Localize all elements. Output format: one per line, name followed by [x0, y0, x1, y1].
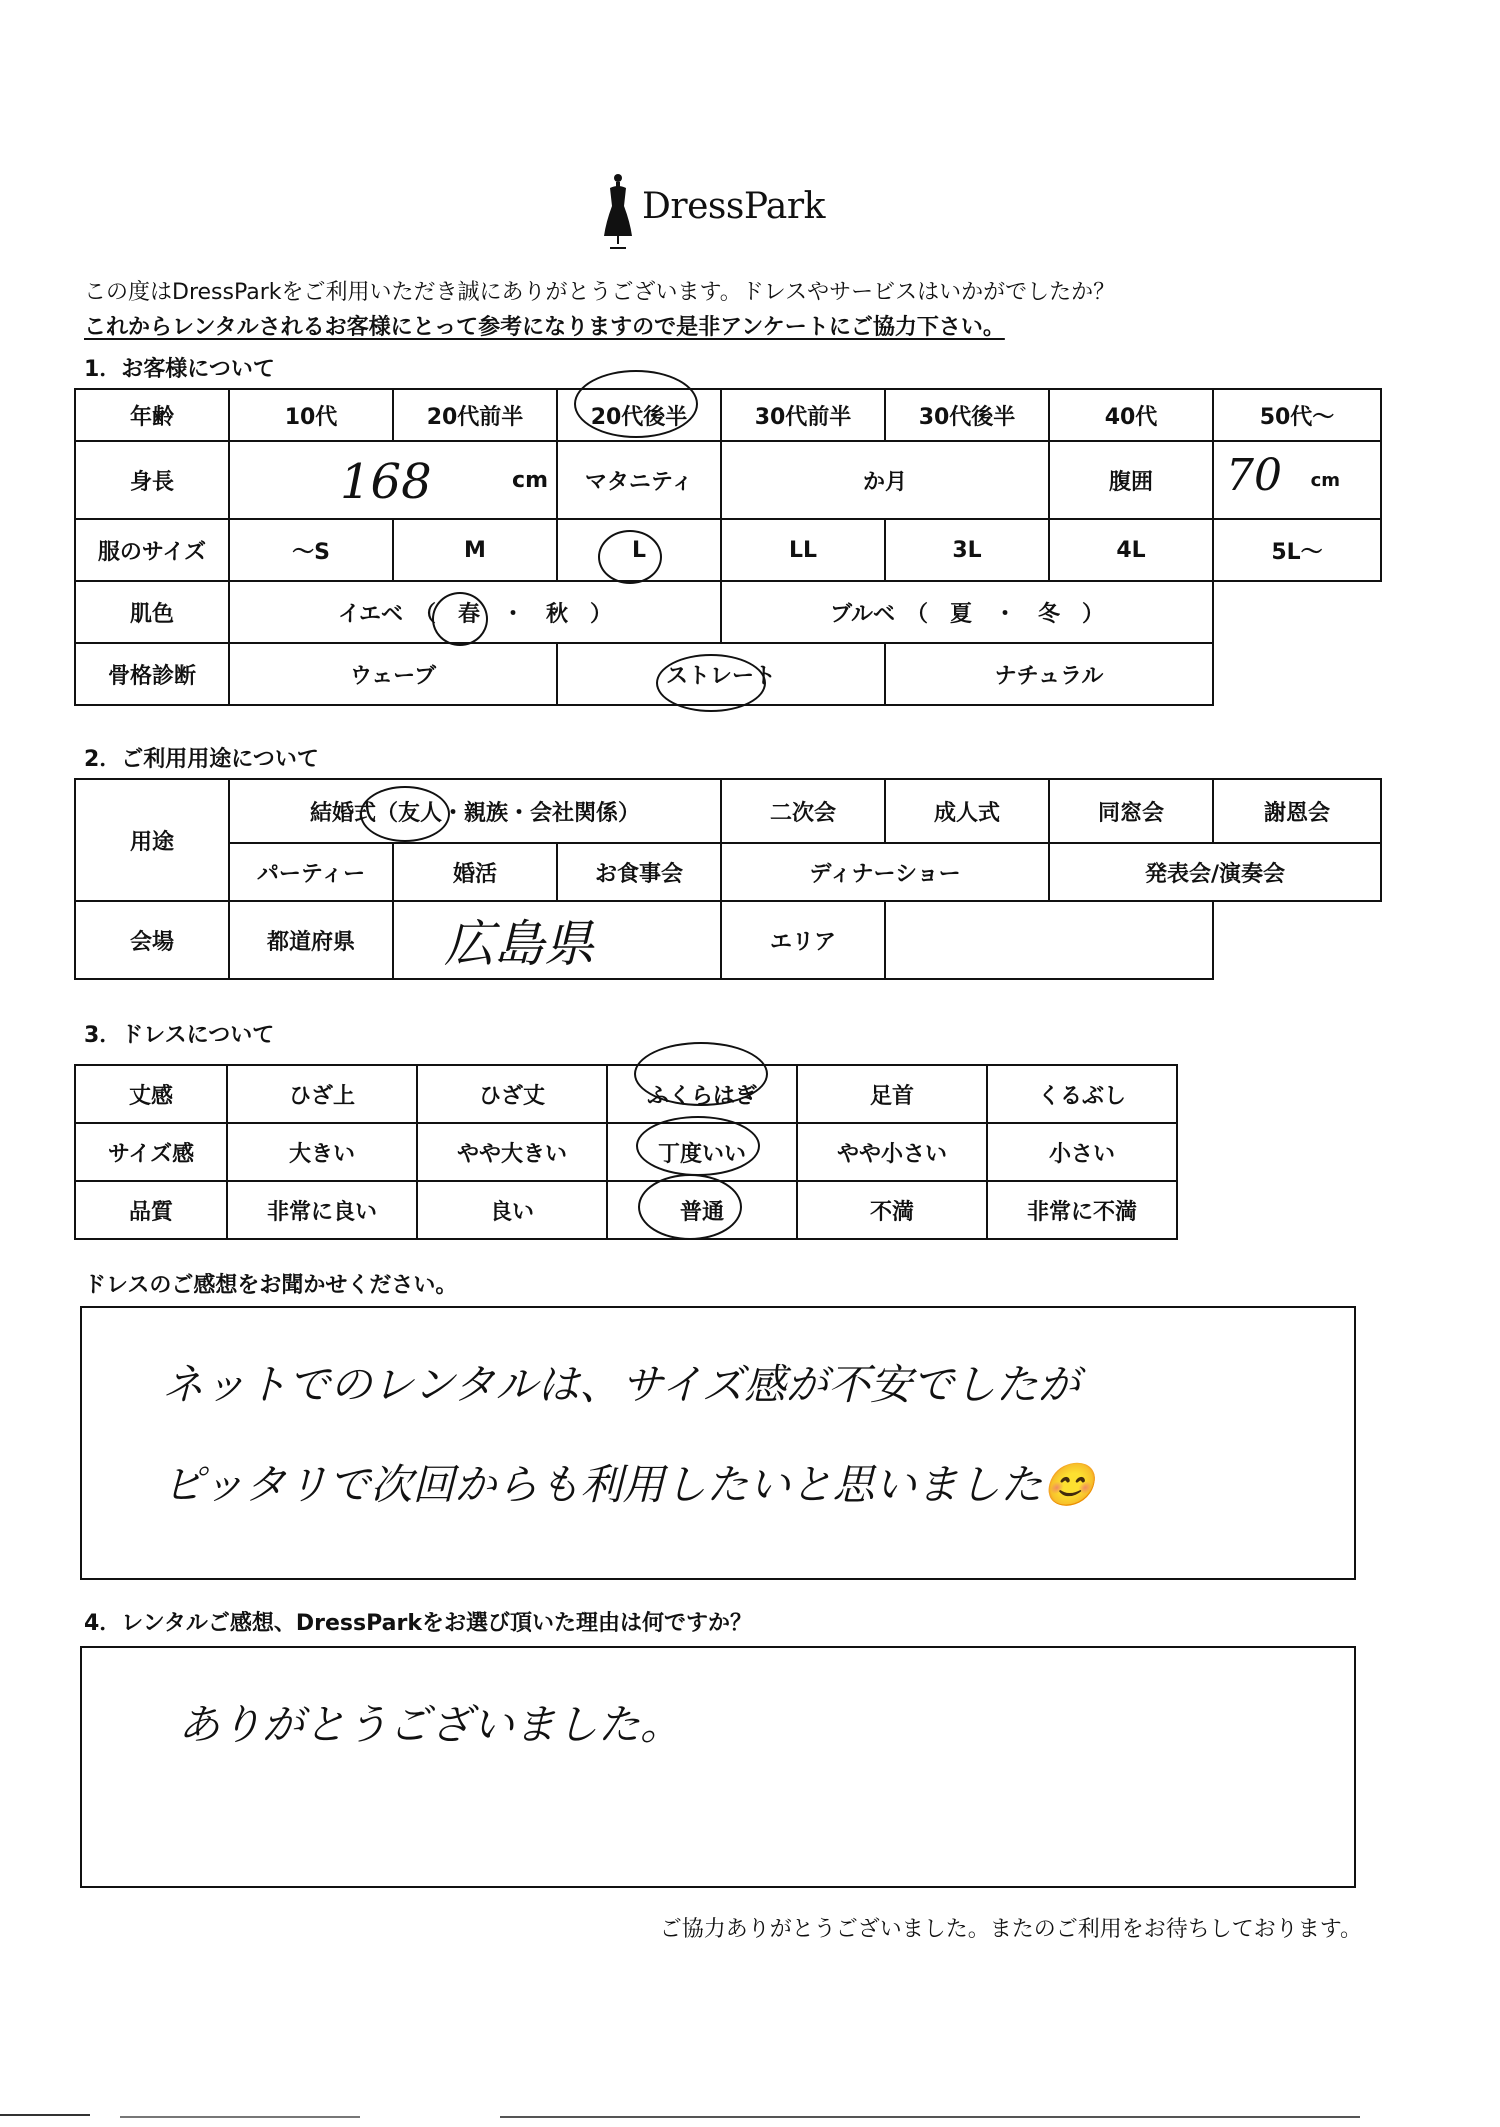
purpose-option[interactable]: パーティー: [229, 843, 393, 901]
waist-field[interactable]: [1213, 441, 1381, 519]
selection-circle: [656, 654, 766, 712]
fit-option[interactable]: やや小さい: [797, 1123, 987, 1181]
area-label: エリア: [721, 901, 885, 979]
length-option[interactable]: ひざ上: [227, 1065, 417, 1123]
purpose-option[interactable]: ディナーショー: [721, 843, 1049, 901]
age-label: 年齢: [75, 389, 229, 441]
venue-row: [75, 901, 1381, 979]
scan-line: [120, 2116, 360, 2118]
length-option[interactable]: くるぶし: [987, 1065, 1177, 1123]
venue-label: 会場: [75, 901, 229, 979]
fit-option-selected[interactable]: 丁度いい: [607, 1123, 797, 1181]
size-option-selected[interactable]: L: [557, 519, 721, 581]
empty-cell: [1213, 901, 1381, 979]
maternity-label: マタニティ: [557, 441, 721, 519]
age-option-selected[interactable]: 20代後半: [557, 389, 721, 441]
maternity-unit: か月: [862, 469, 907, 495]
prefecture-field[interactable]: [393, 901, 721, 979]
frame-option-selected[interactable]: ストレート: [557, 643, 885, 705]
skin-row: [75, 581, 1381, 643]
selection-circle: [574, 370, 698, 438]
height-row: [75, 441, 1381, 519]
usage-row-2: [75, 843, 1381, 901]
prefecture-label: 都道府県: [229, 901, 393, 979]
dress-comment-box[interactable]: [80, 1306, 1356, 1580]
size-option[interactable]: 3L: [885, 519, 1049, 581]
maternity-field[interactable]: [721, 441, 1049, 519]
fit-option[interactable]: 小さい: [987, 1123, 1177, 1181]
size-option[interactable]: M: [393, 519, 557, 581]
intro-text: この度はDressParkをご利用いただき誠にありがとうございます。ドレスやサービスはいかがでしたか？: [84, 280, 1116, 305]
purpose-option[interactable]: 二次会: [721, 779, 885, 843]
reason-answer: ありがとうございました。: [178, 1700, 683, 1749]
comment-prompt: ドレスのご感想をお聞かせください。: [84, 1273, 458, 1298]
waist-value: 70: [1226, 450, 1282, 501]
scan-line: [0, 2114, 90, 2116]
usage-row-1: [75, 779, 1381, 843]
frame-option[interactable]: ウェーブ: [229, 643, 557, 705]
size-row: [75, 519, 1381, 581]
reason-answer-box[interactable]: [80, 1646, 1356, 1888]
age-row: [75, 389, 1381, 441]
intro-request: これからレンタルされるお客様にとって参考になりますので是非アンケートにご協力下さい。: [84, 315, 1005, 340]
quality-label: 品質: [75, 1181, 227, 1239]
height-label: 身長: [75, 441, 229, 519]
empty-cell: [1213, 643, 1381, 705]
purpose-label: 用途: [75, 779, 229, 901]
section1-title: 1．お客様について: [84, 357, 275, 382]
height-field[interactable]: [229, 441, 557, 519]
age-option[interactable]: 30代後半: [885, 389, 1049, 441]
age-option[interactable]: 50代～: [1213, 389, 1381, 441]
size-option[interactable]: ～S: [229, 519, 393, 581]
comment-line-2: ピッタリで次回からも利用したいと思いました😊: [162, 1460, 1095, 1509]
fit-option[interactable]: 大きい: [227, 1123, 417, 1181]
quality-option[interactable]: 良い: [417, 1181, 607, 1239]
purpose-option[interactable]: お食事会: [557, 843, 721, 901]
skin-yellow-option[interactable]: イエベ （ 春 ・ 秋 ）: [229, 581, 721, 643]
age-option[interactable]: 30代前半: [721, 389, 885, 441]
purpose-option[interactable]: 謝恩会: [1213, 779, 1381, 843]
purpose-option[interactable]: 発表会/演奏会: [1049, 843, 1381, 901]
selection-circle: [634, 1042, 768, 1106]
purpose-option[interactable]: 同窓会: [1049, 779, 1213, 843]
selection-circle: [360, 786, 450, 842]
purpose-option-wedding[interactable]: 結婚式（友人・親族・会社関係）: [229, 779, 721, 843]
purpose-option[interactable]: 成人式: [885, 779, 1049, 843]
length-option[interactable]: 足首: [797, 1065, 987, 1123]
height-value: 168: [340, 454, 432, 510]
dress-table: [74, 1064, 1178, 1240]
size-option[interactable]: 4L: [1049, 519, 1213, 581]
frame-option[interactable]: ナチュラル: [885, 643, 1213, 705]
size-label: 服のサイズ: [75, 519, 229, 581]
empty-cell: [1213, 581, 1381, 643]
purpose-option[interactable]: 婚活: [393, 843, 557, 901]
dress-mannequin-icon: [600, 172, 636, 252]
selection-circle: [638, 1174, 742, 1240]
quality-option[interactable]: 非常に不満: [987, 1181, 1177, 1239]
selection-circle: [636, 1116, 760, 1176]
section4-title: 4．レンタルご感想、DressParkをお選び頂いた理由は何ですか？: [84, 1611, 752, 1636]
fit-label: サイズ感: [75, 1123, 227, 1181]
quality-option[interactable]: 不満: [797, 1181, 987, 1239]
waist-unit: cm: [1310, 469, 1340, 491]
fit-row: [75, 1123, 1177, 1181]
length-label: 丈感: [75, 1065, 227, 1123]
age-option[interactable]: 40代: [1049, 389, 1213, 441]
comment-line-1: ネットでのレンタルは、サイズ感が不安でしたが: [162, 1360, 1080, 1409]
age-option[interactable]: 10代: [229, 389, 393, 441]
size-option[interactable]: LL: [721, 519, 885, 581]
brand-name: DressPark: [642, 186, 825, 227]
dresspark-logo: [600, 172, 860, 252]
quality-option[interactable]: 非常に良い: [227, 1181, 417, 1239]
height-unit: cm: [512, 467, 548, 493]
area-field[interactable]: [885, 901, 1213, 979]
footer-thanks: ご協力ありがとうございました。またのご利用をお待ちしております。: [659, 1917, 1362, 1942]
scan-line: [500, 2116, 1360, 2118]
quality-row: [75, 1181, 1177, 1239]
fit-option[interactable]: やや大きい: [417, 1123, 607, 1181]
frame-label: 骨格診断: [75, 643, 229, 705]
prefecture-value: 広島県: [444, 915, 594, 973]
section2-title: 2．ご利用用途について: [84, 747, 319, 772]
selection-circle: [598, 530, 662, 584]
usage-table: [74, 778, 1382, 980]
length-row: [75, 1065, 1177, 1123]
length-option[interactable]: ひざ丈: [417, 1065, 607, 1123]
selection-circle: [432, 592, 488, 646]
length-option-selected[interactable]: ふくらはぎ: [607, 1065, 797, 1123]
skin-label: 肌色: [75, 581, 229, 643]
section3-title: 3．ドレスについて: [84, 1023, 275, 1048]
age-option[interactable]: 20代前半: [393, 389, 557, 441]
waist-label: 腹囲: [1049, 441, 1213, 519]
skin-blue-option[interactable]: ブルベ （ 夏 ・ 冬 ）: [721, 581, 1213, 643]
size-option[interactable]: 5L～: [1213, 519, 1381, 581]
quality-option-selected[interactable]: 普通: [607, 1181, 797, 1239]
